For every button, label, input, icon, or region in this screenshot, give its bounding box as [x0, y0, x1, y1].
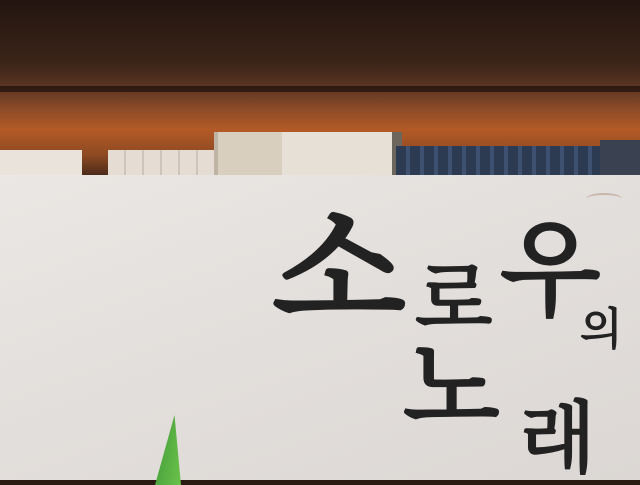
background-book — [600, 140, 640, 180]
title-char-u: 우 — [500, 209, 601, 331]
title-char-no: 노 — [403, 329, 500, 446]
cover-stain — [586, 193, 622, 205]
title-char-ro: 로 — [415, 253, 493, 346]
title-char-so: 소 — [271, 194, 400, 348]
title-char-rae: 래 — [520, 394, 596, 484]
shelf-edge — [0, 86, 640, 92]
title-char-ui: 의 — [580, 304, 623, 355]
background-book — [214, 132, 284, 180]
background-book — [282, 132, 402, 180]
